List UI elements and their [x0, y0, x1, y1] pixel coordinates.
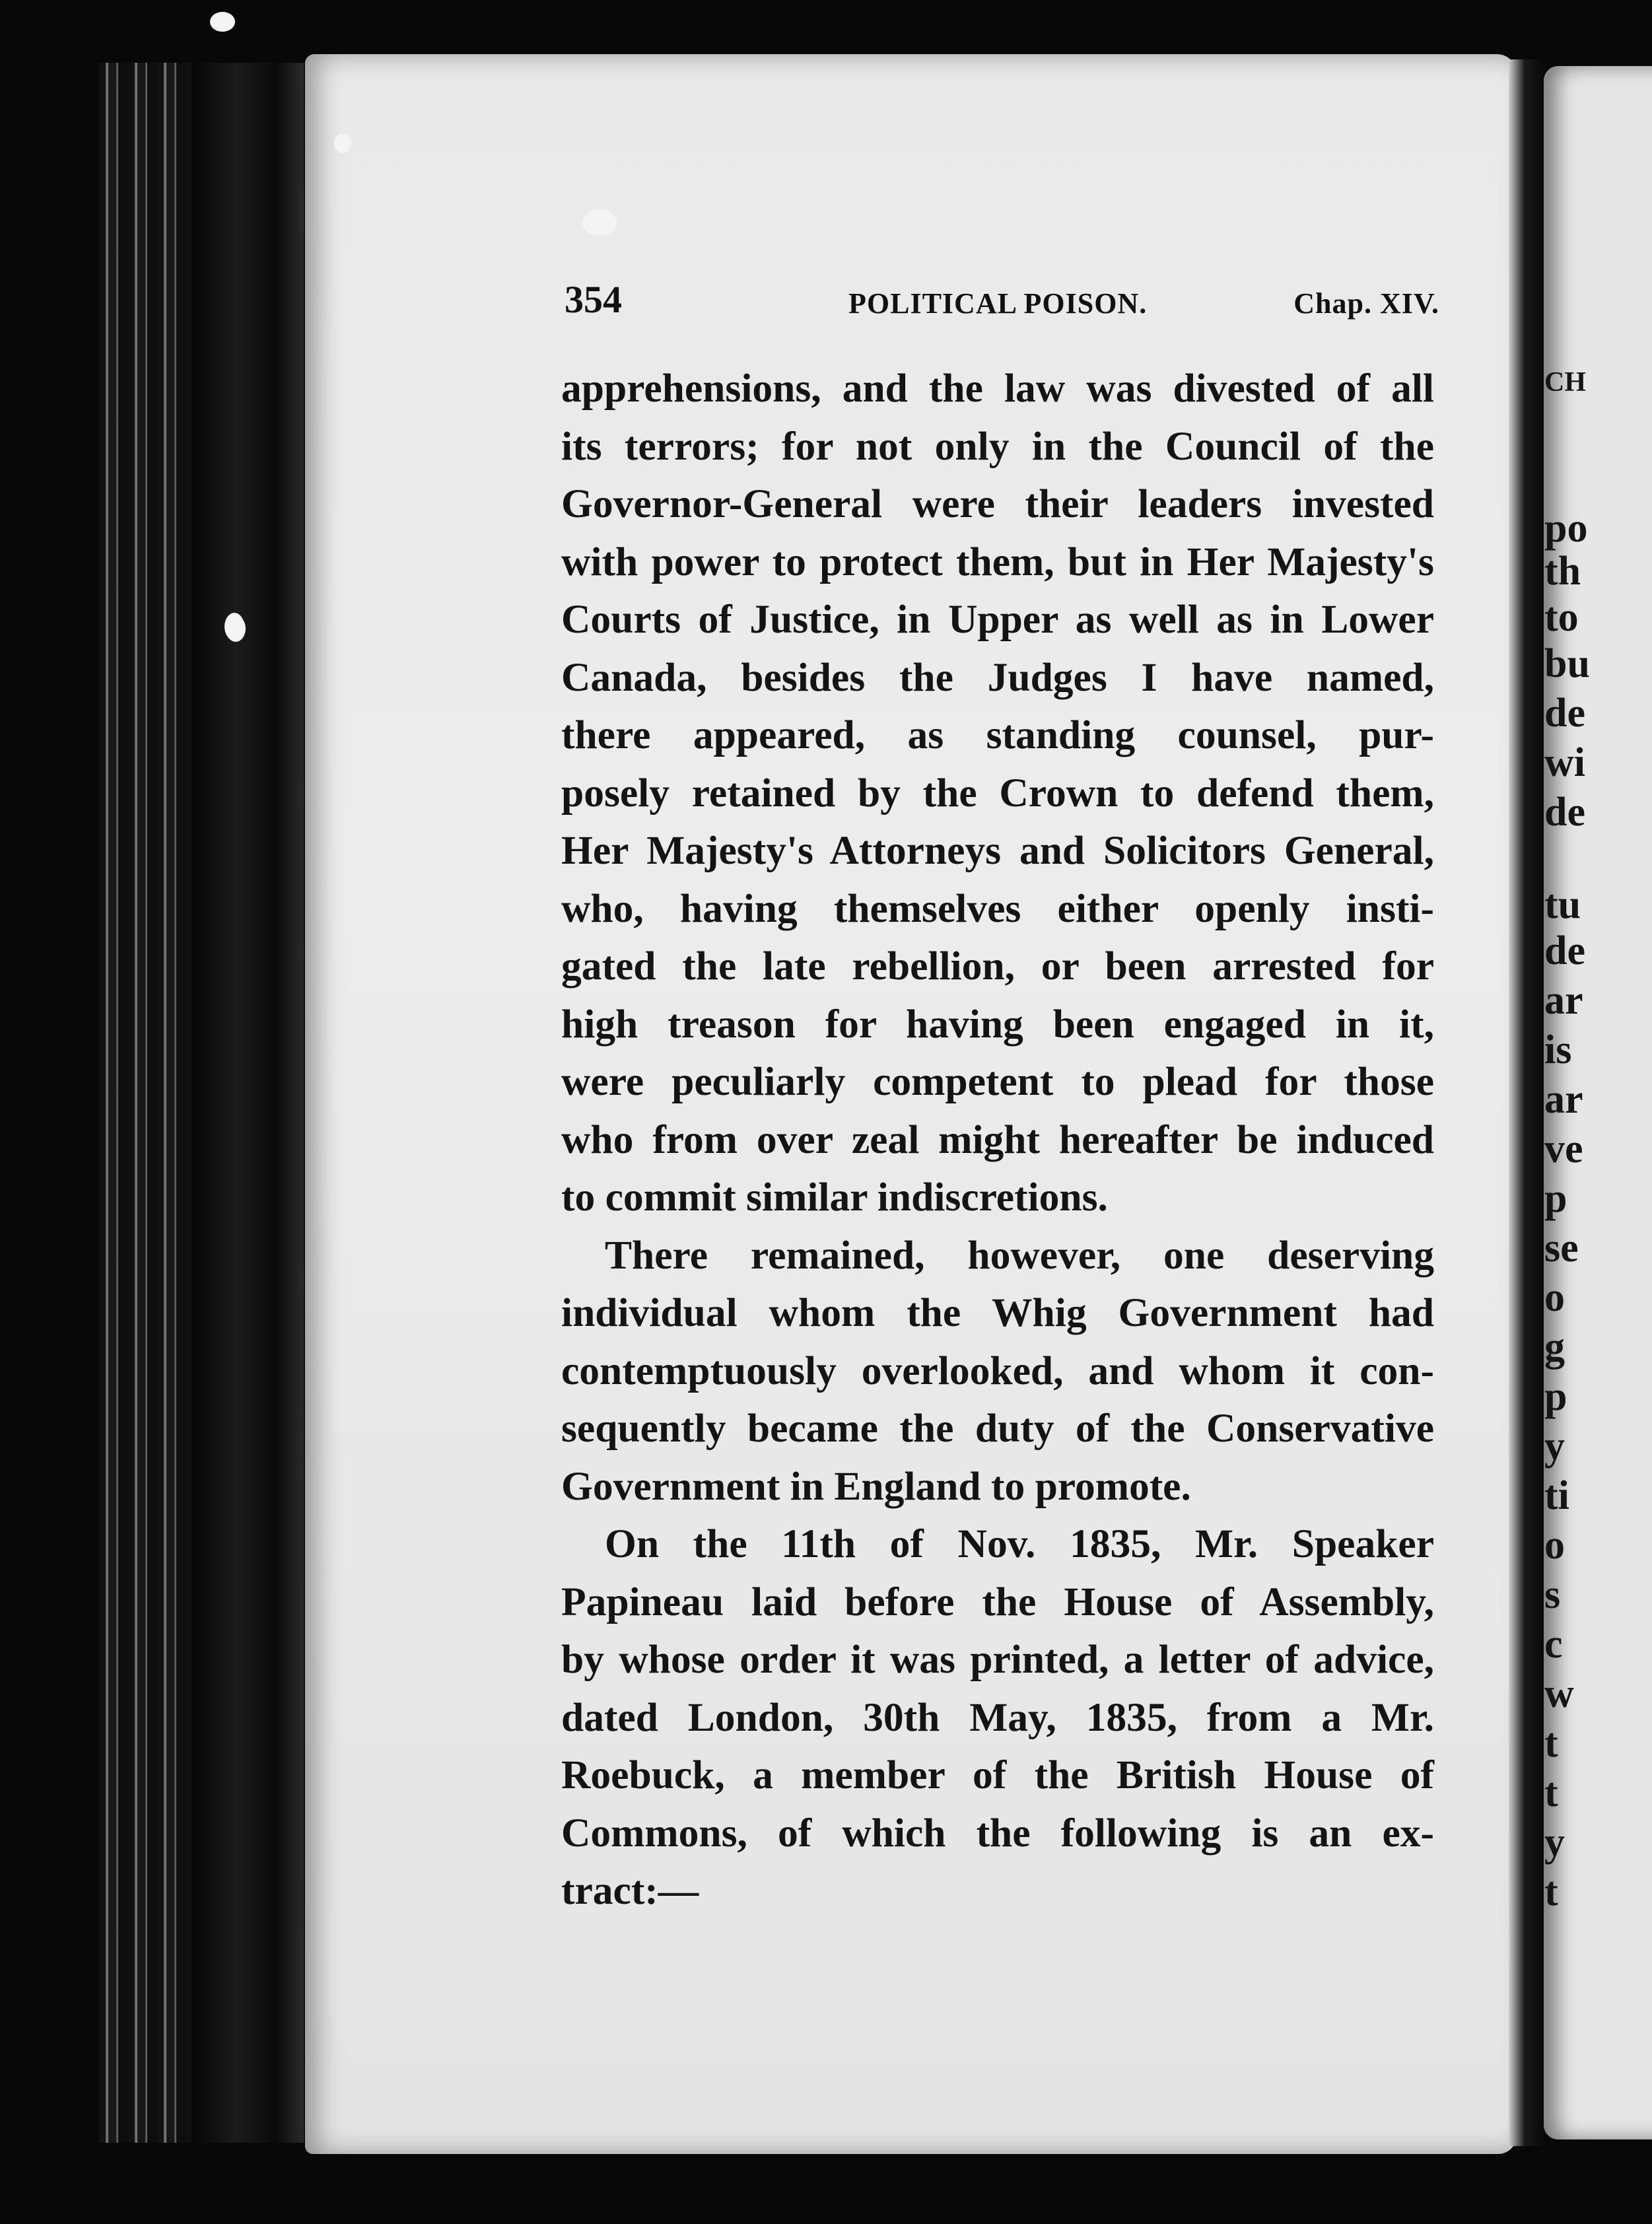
- facing-fragment: se: [1544, 1226, 1579, 1270]
- text-line: There remained, however, one deserving: [605, 1232, 1434, 1278]
- text-line: to commit similar indiscretions.: [561, 1175, 1108, 1220]
- running-title: POLITICAL POISON.: [848, 287, 1148, 320]
- facing-fragment: w: [1544, 1671, 1574, 1716]
- facing-fragment: g: [1544, 1325, 1565, 1370]
- facing-fragment: y: [1544, 1424, 1565, 1469]
- facing-fragment: t: [1544, 1721, 1558, 1766]
- text-line: gated the late rebellion, or been arrested for: [561, 944, 1434, 989]
- facing-fragment: o: [1544, 1275, 1565, 1320]
- text-line: Her Majesty's Attorneys and Solicitors General,: [561, 828, 1434, 873]
- text-line: Canada, besides the Judges I have named,: [561, 654, 1434, 700]
- facing-fragment: ar: [1544, 978, 1583, 1023]
- body-text: [561, 360, 1434, 1920]
- text-line: Governor-General were their leaders invested: [561, 481, 1434, 526]
- text-line: Courts of Justice, in Upper as well as in Lower: [561, 597, 1434, 642]
- facing-fragment: is: [1544, 1027, 1572, 1072]
- facing-fragment: po: [1544, 506, 1588, 551]
- facing-fragment: wi: [1544, 740, 1585, 785]
- facing-fragment: de: [1544, 790, 1585, 835]
- text-line: posely retained by the Crown to defend them,: [561, 770, 1434, 816]
- text-line: who from over zeal might hereafter be induced: [561, 1117, 1434, 1162]
- facing-fragment: ar: [1544, 1077, 1583, 1122]
- text-line: sequently became the duty of the Conservative: [561, 1406, 1434, 1451]
- facing-fragment: de: [1544, 928, 1585, 973]
- chapter-label: Chap. XIV.: [1293, 287, 1439, 320]
- paper-speck: [582, 209, 617, 236]
- facing-fragment: de: [1544, 691, 1585, 736]
- facing-fragment: ve: [1544, 1127, 1583, 1171]
- facing-fragment: tu: [1544, 882, 1581, 927]
- text-line: dated London, 30th May, 1835, from a Mr.: [561, 1694, 1434, 1740]
- facing-fragment: p: [1544, 1176, 1567, 1221]
- facing-fragment: ti: [1544, 1473, 1569, 1518]
- binding-shadow: [191, 63, 304, 2143]
- facing-fragment: p: [1544, 1374, 1567, 1419]
- text-line: were peculiarly competent to plead for those: [561, 1059, 1434, 1104]
- text-line: Government in England to promote.: [561, 1463, 1191, 1509]
- facing-fragment: to: [1544, 595, 1579, 640]
- paper-speck: [334, 133, 351, 153]
- text-line: tract:—: [561, 1868, 699, 1913]
- text-line: high treason for having been engaged in it,: [561, 1001, 1434, 1047]
- facing-fragment: o: [1544, 1523, 1565, 1568]
- paper-speck: [224, 613, 244, 641]
- text-line: individual whom the Whig Government had: [561, 1290, 1434, 1335]
- facing-fragment: s: [1544, 1572, 1561, 1617]
- facing-fragment: t: [1544, 1869, 1558, 1914]
- text-line: by whose order it was printed, a letter of advice,: [561, 1637, 1434, 1682]
- facing-fragment: c: [1544, 1622, 1563, 1667]
- running-header: [565, 277, 1439, 330]
- text-line: Roebuck, a member of the British House of: [561, 1753, 1434, 1797]
- text-line: apprehensions, and the law was divested of all: [561, 366, 1434, 411]
- text-line: who, having themselves either openly insti-: [561, 886, 1434, 931]
- paper-speck: [210, 12, 235, 32]
- text-line: contemptuously overlooked, and whom it con-: [561, 1348, 1434, 1393]
- text-line: Commons, of which the following is an ex-: [561, 1810, 1434, 1856]
- facing-fragment: t: [1544, 1770, 1558, 1815]
- text-line: its terrors; for not only in the Council of the: [561, 423, 1434, 469]
- text-line: with power to protect them, but in Her Majesty's: [561, 539, 1434, 584]
- text-line: there appeared, as standing counsel, pur-: [561, 712, 1434, 757]
- text-line: Papineau laid before the House of Assembly,: [561, 1579, 1434, 1624]
- page-number: 354: [565, 278, 622, 321]
- page-gutter: [1509, 59, 1548, 2146]
- facing-fragment: bu: [1544, 641, 1590, 686]
- facing-fragment: y: [1544, 1820, 1565, 1865]
- facing-page: [1544, 66, 1652, 2139]
- facing-fragment: CH: [1544, 367, 1586, 398]
- text-line: On the 11th of Nov. 1835, Mr. Speaker: [605, 1521, 1434, 1566]
- facing-fragment: th: [1544, 549, 1581, 594]
